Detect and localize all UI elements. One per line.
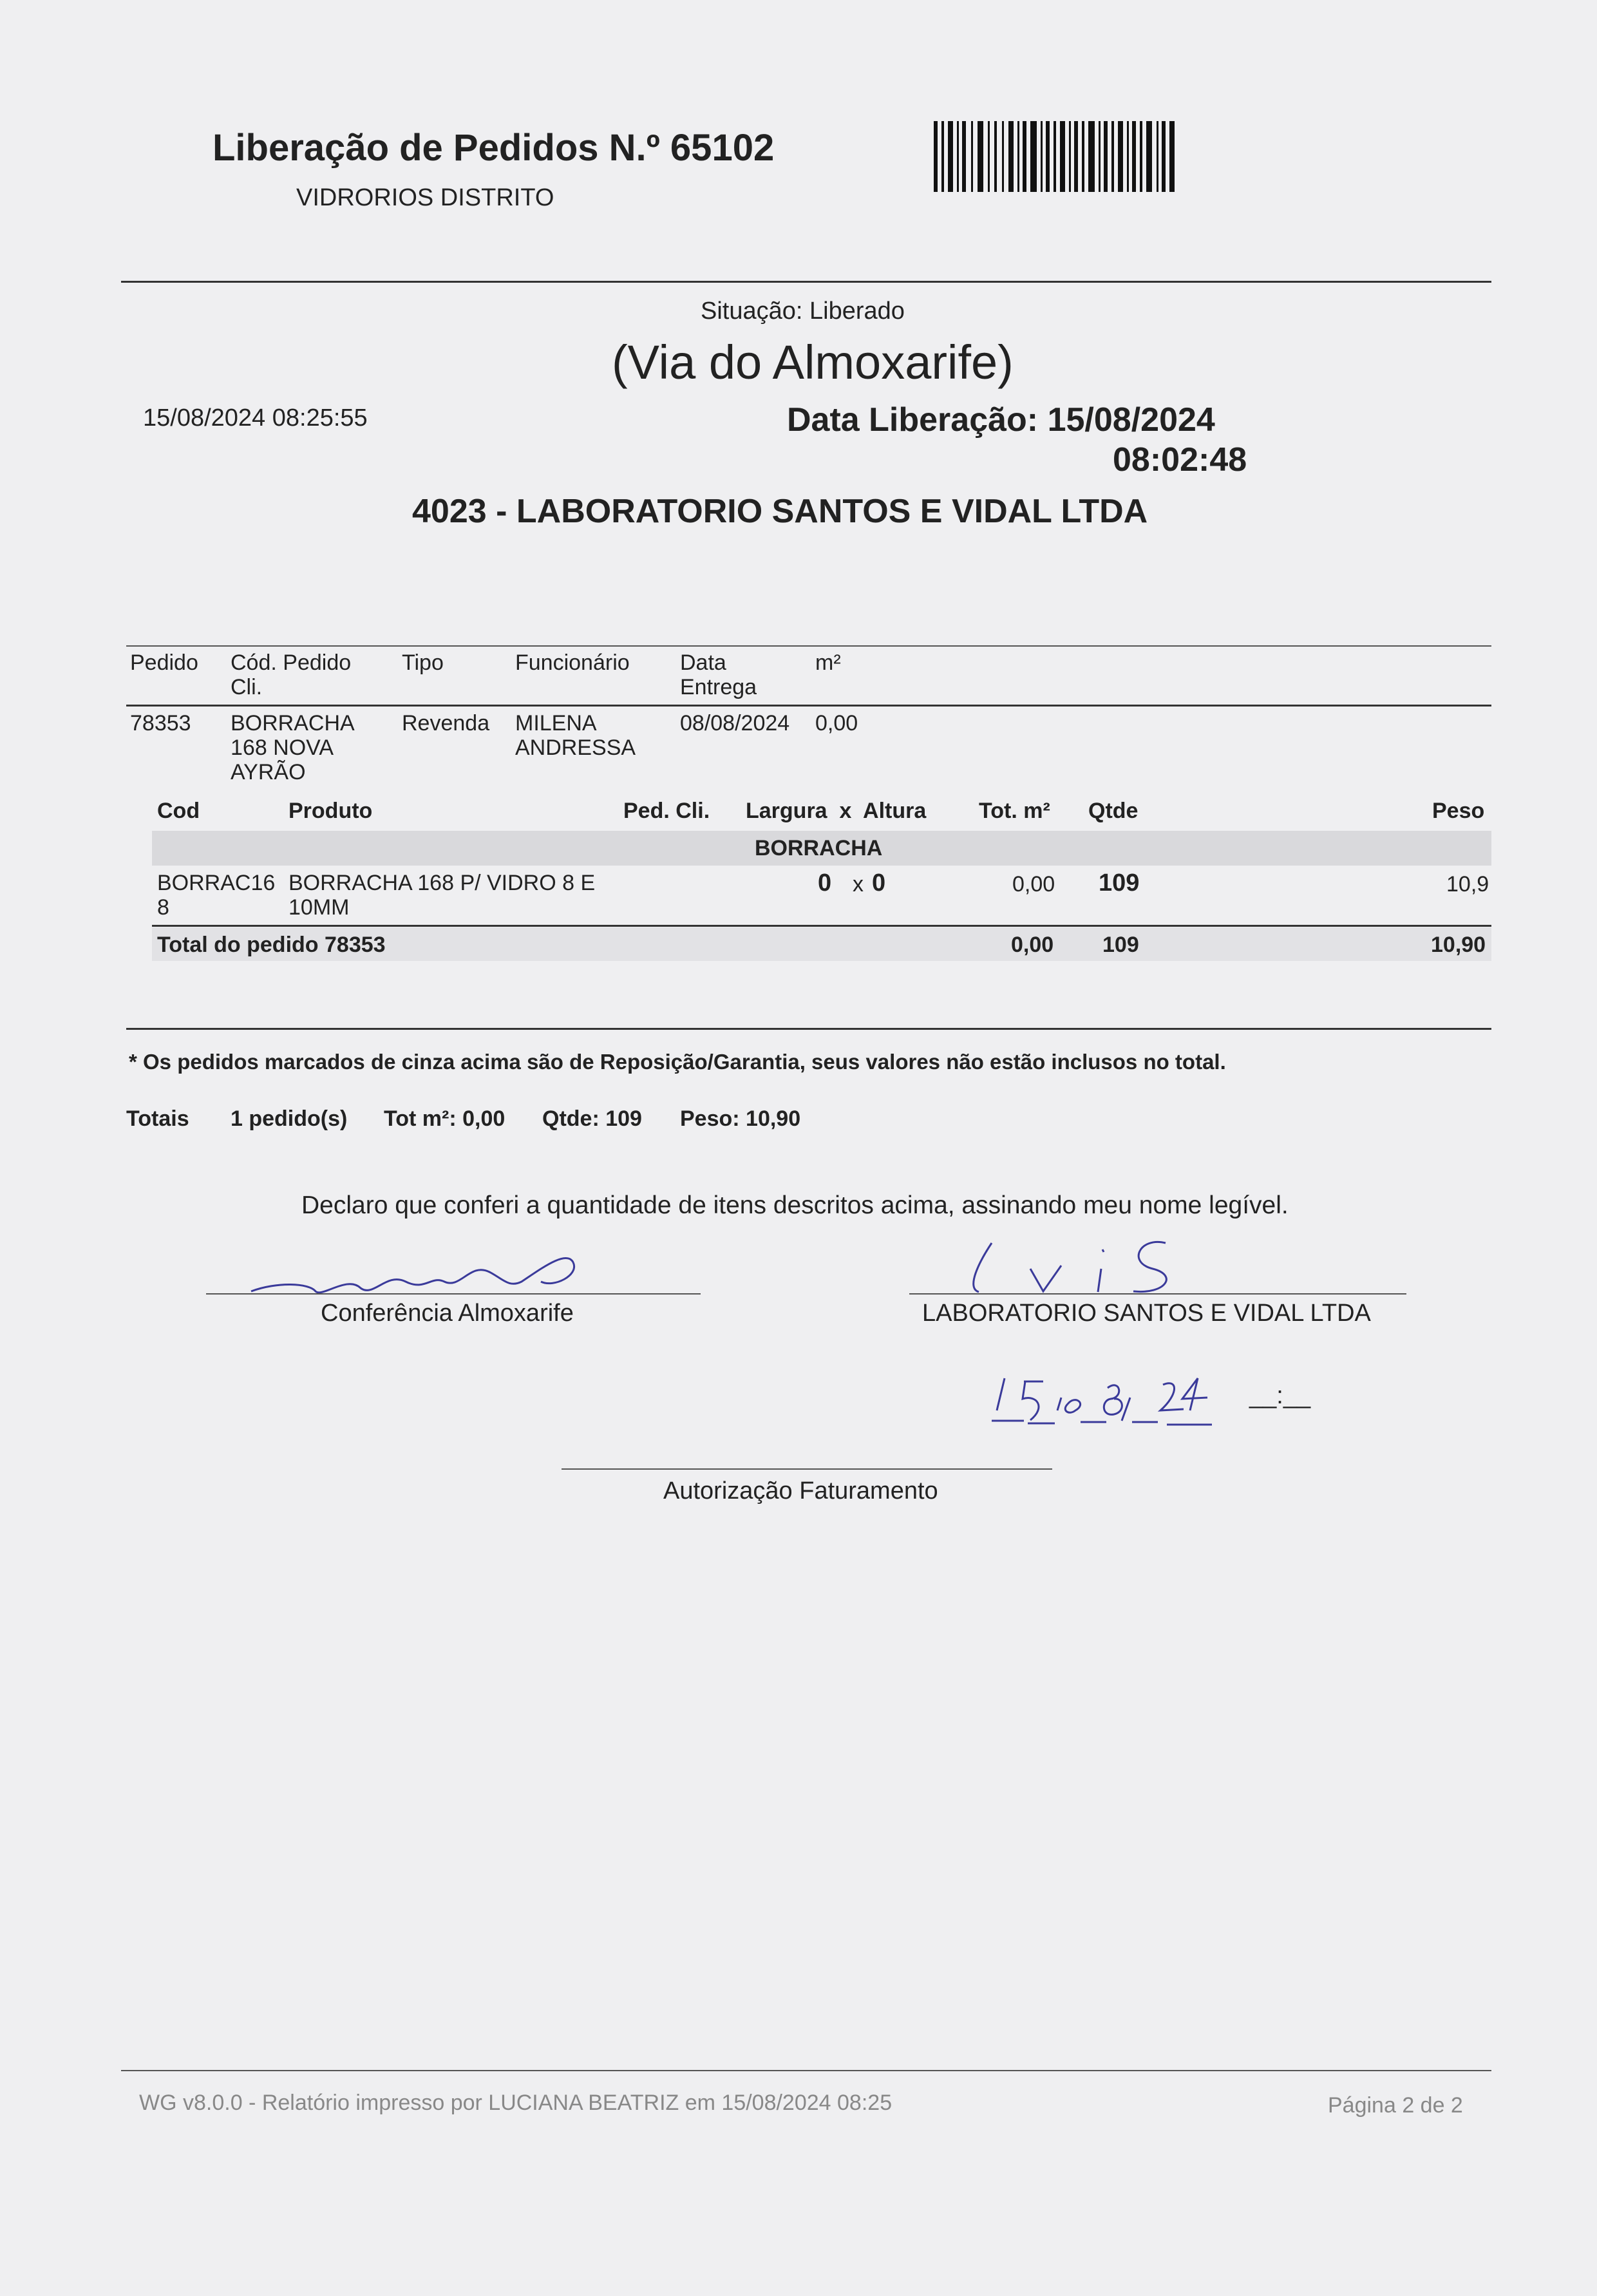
- total-peso: 10,90: [1431, 933, 1486, 957]
- document-title: Liberação de Pedidos N.º 65102: [213, 127, 775, 169]
- barcode: [934, 121, 1178, 195]
- item-cod: BORRAC16 8: [157, 871, 276, 920]
- order-header-funcionario: Funcionário: [515, 650, 630, 675]
- order-cell-data-entrega: 08/08/2024: [680, 711, 790, 735]
- items-header-peso: Peso: [1432, 799, 1485, 823]
- signature-right: [953, 1230, 1224, 1301]
- signature-left-label: Conferência Almoxarife: [321, 1300, 574, 1327]
- totals-pedidos: 1 pedido(s): [231, 1106, 348, 1131]
- order-cell-m2: 0,00: [815, 711, 858, 735]
- order-cell-tipo: Revenda: [402, 711, 490, 735]
- items-header-qtde: Qtde: [1088, 799, 1139, 823]
- order-header-cod-cli: Cód. Pedido Cli.: [231, 650, 352, 699]
- time-placeholder: __:__: [1249, 1382, 1311, 1409]
- item-peso: 10,9: [1446, 872, 1489, 897]
- totals-peso: Peso: 10,90: [680, 1106, 801, 1131]
- totals-label: Totais: [126, 1106, 189, 1131]
- total-label: Total do pedido 78353: [157, 933, 386, 957]
- footer-printed-by: WG v8.0.0 - Relatório impresso por LUCIANA BEATRIZ em 15/08/2024 08:25: [139, 2091, 893, 2115]
- gray-note: * Os pedidos marcados de cinza acima são de Reposição/Garantia, seus valores não estão inclusos no total.: [129, 1050, 1226, 1074]
- order-header-data-entrega: Data Entrega: [680, 650, 757, 699]
- signature-left: [238, 1237, 599, 1307]
- order-table-header-line: [126, 705, 1491, 707]
- print-datetime: 15/08/2024 08:25:55: [143, 404, 368, 432]
- items-header-cod: Cod: [157, 799, 200, 823]
- order-header-pedido: Pedido: [130, 650, 198, 675]
- order-cell-funcionario: MILENA ANDRESSA: [515, 711, 636, 760]
- footer-line: [121, 2070, 1491, 2071]
- signature-right-label: LABORATORIO SANTOS E VIDAL LTDA: [922, 1300, 1371, 1327]
- order-header-tipo: Tipo: [402, 650, 444, 675]
- item-altura: 0: [872, 869, 886, 897]
- item-tot-m2: 0,00: [1012, 872, 1055, 897]
- footer-page: Página 2 de 2: [1328, 2093, 1463, 2118]
- header-divider: [121, 281, 1491, 283]
- order-cell-cod-cli: BORRACHA 168 NOVA AYRÃO: [231, 711, 355, 784]
- auth-line: [562, 1468, 1052, 1470]
- totals-m2: Tot m²: 0,00: [384, 1106, 506, 1131]
- release-date: Data Liberação: 15/08/2024: [787, 401, 1215, 439]
- item-x: x: [853, 872, 864, 897]
- totals-qtde: Qtde: 109: [542, 1106, 642, 1131]
- auth-label: Autorização Faturamento: [663, 1477, 938, 1504]
- total-qtde: 109: [1102, 933, 1139, 957]
- item-produto: BORRACHA 168 P/ VIDRO 8 E 10MM: [288, 871, 596, 920]
- declaration-text: Declaro que conferi a quantidade de itens descritos acima, assinando meu nome legível.: [301, 1191, 1289, 1219]
- order-table-top: [126, 645, 1491, 647]
- total-tot-m2: 0,00: [1011, 933, 1054, 957]
- release-time: 08:02:48: [1113, 441, 1247, 479]
- client-name: 4023 - LABORATORIO SANTOS E VIDAL LTDA: [412, 493, 1148, 530]
- notes-divider: [126, 1028, 1491, 1030]
- via-title: (Via do Almoxarife): [612, 336, 1014, 389]
- order-cell-pedido: 78353: [130, 711, 191, 735]
- handwritten-date: [985, 1359, 1269, 1430]
- items-header-ped-cli: Ped. Cli.: [623, 799, 710, 823]
- order-header-m2: m²: [815, 650, 841, 675]
- status-text: Situação: Liberado: [701, 298, 905, 325]
- total-line: [152, 925, 1491, 927]
- group-label: BORRACHA: [755, 836, 883, 860]
- item-qtde: 109: [1099, 869, 1140, 897]
- company-name: VIDRORIOS DISTRITO: [296, 184, 554, 211]
- items-header-produto: Produto: [288, 799, 373, 823]
- item-largura: 0: [818, 869, 832, 897]
- items-header-largura-altura: Largura x Altura: [746, 799, 927, 823]
- signature-right-line: [909, 1293, 1406, 1295]
- items-header-tot-m2: Tot. m²: [979, 799, 1050, 823]
- signature-left-line: [206, 1293, 701, 1295]
